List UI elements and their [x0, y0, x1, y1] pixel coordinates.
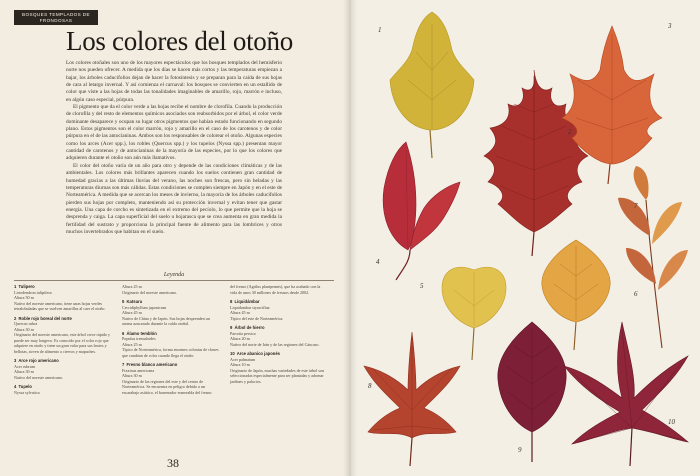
legend-entry-line: Originario de Japón, muchas variedades de este árbol son seleccionadas especialmente para ser plantadas y adornar jardines y palacios.	[230, 367, 325, 384]
legend-entry-line: Altura 30 m	[14, 369, 34, 374]
legend-entry-line: Típico de Norteamérica, forma enormes colonias de clones que cambian de color cuando llega el otoño.	[122, 347, 219, 358]
legend-entry-line: Típico del este de Norteamérica.	[230, 315, 284, 321]
legend-entry	[230, 284, 328, 295]
ash-leaf	[618, 166, 688, 348]
legend-entry-name: Arce abanico japonés	[236, 351, 280, 356]
legend-entry-number: 6	[122, 330, 125, 336]
legend-entry	[122, 331, 220, 359]
legend-entry	[14, 384, 112, 395]
legend-entry-name: Árbol de hierro	[234, 325, 265, 330]
leaf-number-7: 7	[634, 202, 638, 210]
tulip-tree-leaf	[390, 12, 474, 158]
legend-entry-number: 1	[14, 284, 17, 289]
leaf-number-9: 9	[518, 446, 522, 454]
legend-entry-name: Álamo temblón	[126, 330, 157, 336]
legend-entry-line: Altura 20 m	[230, 336, 250, 341]
legend-entry-line: Altura 30 m	[14, 326, 34, 332]
legend-entry-name: Tupelo	[18, 384, 32, 389]
legend-entry-number: 7	[122, 362, 125, 367]
legend-entry-line: Altura 30 m	[122, 373, 142, 378]
legend-entry-line: Altura 45 m	[122, 310, 142, 315]
legend-entry-line: Liquidambar styraciflua	[230, 304, 270, 310]
legend-entry-name: Liquidámbar	[234, 299, 260, 304]
ironwood-leaf	[498, 322, 566, 462]
legend-entry-name: Fresno blanco americano	[126, 362, 178, 367]
legend-entry	[14, 316, 112, 355]
legend-entry	[122, 284, 220, 295]
legend-entry-line: Fraxinus americana	[122, 367, 155, 373]
legend-entry-name: Arce rojo americano	[18, 358, 59, 363]
legend-entry-number: 3	[14, 358, 17, 363]
legend-entry-line: del fresno (Agrilus planipennis), que ha acabado con la vida de unos 30 millones de fresnos desde 2002.	[230, 284, 321, 295]
legend-entry-line: Nativo del noreste americano, tiene unas hojas verdes tetralobuladas que se vuelven amarillas al caer el otoño.	[14, 300, 106, 311]
legend-entry-name: Katsura	[126, 299, 143, 304]
section-tag: BOSQUES TEMPLADOS DE FRONDOSAS	[14, 10, 98, 25]
legend-entry	[122, 299, 220, 327]
japanese-maple-leaf	[564, 322, 688, 466]
legend-entry-line: Populus tremuloides	[122, 336, 156, 341]
legend-entry-number: 9	[230, 325, 233, 330]
legend-entry-line: Acer rubrum	[14, 363, 36, 369]
page-title: Los colores del otoño	[66, 26, 293, 56]
legend-entry-line: Liriodendron tulipifera	[14, 289, 52, 295]
paragraph: Los colores otoñales son uno de los mayores espectáculos que los bosques templados del hemisferio norte nos pueden ofrecer. A medida que los días se hacen más cortos y las temperaturas empiezan a bajar, los árboles caducifolios dejan de hacer la fotosíntesis y se preparan para la caída de sus hojas de cara al letargo invernal. Y así comienza el carnaval: los bosques se convierten en un estallido de color que viste a las hojas de todas las tonalidades imaginables de amarillo, rojo, marrón e incluso, en algún caso especial, púrpura.	[66, 60, 282, 103]
legend-entry	[122, 362, 220, 395]
leaf-number-5: 5	[420, 282, 424, 290]
legend-entry-line: Originario del noreste americano.	[122, 289, 178, 295]
legend-entry-number: 2	[14, 315, 17, 321]
legend-entry-line: Parrotia persica	[230, 330, 256, 336]
leaf-number-2: 2	[568, 128, 572, 136]
legend-entry-line: Originario de las regiones del este y del centro de Norteamérica. Se encuentra en peligro debido a un escarabajo asiático, el barrenador esmeralda del fresno.	[122, 378, 213, 395]
katsura-leaf	[442, 267, 506, 360]
leaf-number-6: 6	[634, 290, 638, 298]
legend-entry-name: Tulipero	[18, 284, 35, 289]
paragraph: El color del otoño varía de un año para otro y depende de las condiciones climáticas y de las ambientales. Los colores más brillantes aparecen cuando los suelos contienen gran cantidad de humedad gracias a las últimas lluvias del verano, las noches son frescas, pero sin heladas y las temperaturas diurnas son más cálidas. Estas condiciones se cumplen siempre en Japón y en el este de Norteamérica. A medida que se acercan los meses de invierno, la mayoría de los árboles caducifolios pierden sus hojas por completo, manteniendo así su protección invernal y evitan tener que gastar energía. Una capa de corcho es sintetizada en el extremo del pecíolo, lo que permite que la hoja se desprenda y caiga. La capa superficial del suelo u hojarasca que se crea aumenta en gran medida la fertilidad del sustrato y proporciona la principal fuente de alimento para las lombrices y otros muchos invertebrados que habitan en el suelo.	[66, 162, 282, 235]
leaf-number-4: 4	[376, 258, 380, 266]
legend-entry-line: Altura 50 m	[14, 295, 34, 300]
legend-entry-line: Cercidiphyllum japonicum	[122, 304, 166, 310]
leaf-number-3: 3	[668, 22, 672, 30]
legend-entry	[230, 299, 328, 321]
aspen-leaf	[542, 240, 610, 350]
paragraph: El pigmento que da el color verde a las hojas recibe el nombre de clorofila. Cuando la producción de clorofila y del resto de elementos químicos asociados son reabsorbidos por el árbol, el color verde dominante desaparece y ocupan su lugar otros pigmentos que habían estado funcionando en segundo plano. Estos pigmentos son el color marrón, rojo y amarillo en el caso de los carotenos y de color púrpura en el de las antocianinas. Ambos son los responsables de colorear el otoño. Algunas especies como los arces (Acer spp.), los robles (Quercus spp.) y los tupelos (Nyssa spp.) presentan mayor cantidad de carotenos y de antocianinas de la mayoría de las especies, por lo que los colores que adquieren durante el otoño son aún más llamativos.	[66, 104, 282, 162]
legend-entry-number: 10	[230, 351, 235, 356]
sweetgum-leaf	[364, 332, 460, 466]
legend-entry-number: 4	[14, 384, 17, 389]
legend-entry	[230, 325, 328, 347]
leaf-number-8: 8	[368, 382, 372, 390]
oak-leaf	[484, 70, 588, 256]
legend-entry-number: 8	[230, 299, 233, 304]
legend-column	[122, 284, 220, 399]
legend-title: Leyenda	[163, 272, 185, 278]
legend-entry-line: Originario del noreste americano, este árbol crece rápido y puede ser muy longevo. Es conocido por el color rojo que adquiere en otoño y tiene un gran valor para sus brotes y bellotas, sirven de alimento a ciervos y mapaches.	[14, 332, 111, 354]
legend-entry-line: Quercus rubra	[14, 321, 38, 326]
legend-entry	[230, 351, 328, 384]
legend-entry-line: Altura 25 m	[122, 341, 142, 347]
leaf-number-10: 10	[668, 418, 675, 426]
right-page	[350, 0, 700, 476]
legend-entry	[14, 284, 112, 312]
legend-entry-number: 5	[122, 299, 125, 304]
legend-entry-line: Nativo del noreste americano.	[14, 374, 64, 380]
legend-column	[230, 284, 328, 388]
legend-column	[14, 284, 112, 399]
legend-entry-line: Altura 45 m	[230, 310, 250, 315]
leaf-number-1: 1	[378, 26, 382, 34]
body-text	[66, 60, 282, 236]
legend-entry-line: Nativo del norte de Irán y de las regiones del Cáucaso.	[230, 341, 320, 347]
legend-entry-line: Acer palmatum	[230, 356, 256, 362]
legend-box	[14, 266, 334, 460]
legend-divider	[14, 280, 334, 281]
legend-entry-line: Altura 25 m	[122, 284, 142, 289]
legend-entry-line: Altura 10 m	[230, 362, 250, 367]
legend-entry-line: Nyssa sylvatica	[14, 389, 40, 395]
legend-entry-name: Roble rojo boreal del norte	[18, 315, 72, 321]
legend-entry-line: Nativo de China y de Japón. Sus hojas desprenden un aroma azucarado durante la caída otoñal.	[122, 315, 210, 326]
page-number: 38	[167, 456, 179, 470]
tupelo-leaves	[383, 142, 460, 280]
legend-entry	[14, 358, 112, 380]
leaf-illustration	[350, 0, 700, 476]
